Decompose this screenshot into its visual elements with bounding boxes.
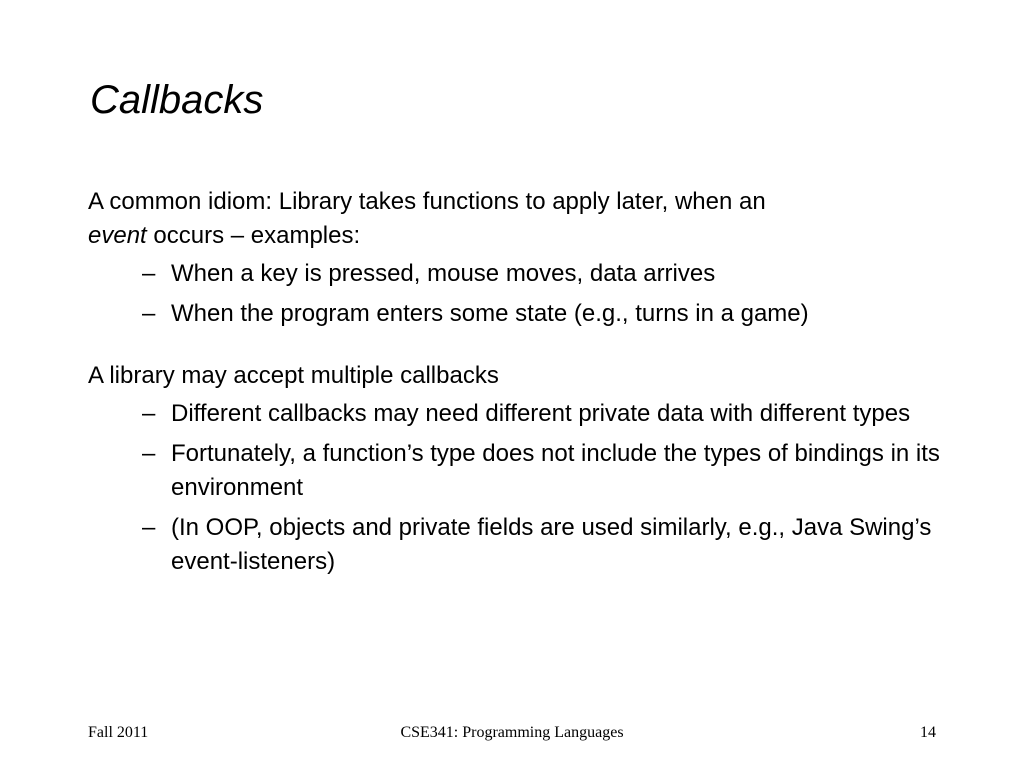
paragraph-idiom-line1: A common idiom: Library takes functions to apply later, when an: [88, 188, 766, 215]
footer-term: Fall 2011: [88, 724, 149, 741]
paragraph-idiom: [88, 185, 968, 253]
multiple-callbacks-list: [88, 397, 968, 579]
dash-bullet: –: [142, 260, 156, 287]
list-item: [88, 511, 968, 579]
dash-bullet: –: [142, 514, 156, 541]
bullet-text: When a key is pressed, mouse moves, data arrives: [171, 260, 716, 287]
list-item: [88, 257, 968, 291]
dash-bullet: –: [142, 440, 156, 467]
list-item: [88, 437, 968, 505]
dash-bullet: –: [142, 400, 156, 427]
event-term: event: [88, 222, 147, 249]
bullet-text: When the program enters some state (e.g., turns in a game): [171, 300, 809, 327]
paragraph-multiple-callbacks: A library may accept multiple callbacks: [88, 362, 499, 389]
list-item: [88, 297, 968, 331]
dash-bullet: –: [142, 300, 156, 327]
idiom-examples-list: [88, 257, 968, 331]
bullet-text: Fortunately, a function’s type does not include the types of bindings in its environment: [171, 440, 940, 501]
bullet-text: (In OOP, objects and private fields are used similarly, e.g., Java Swing’s event-listeners): [171, 514, 932, 575]
bullet-text: Different callbacks may need different private data with different types: [171, 400, 911, 427]
slide-title: Callbacks: [90, 78, 264, 122]
slide-body: [88, 185, 968, 585]
footer-course: CSE341: Programming Languages: [400, 724, 624, 741]
paragraph-idiom-line2: occurs – examples:: [146, 222, 361, 249]
list-item: [88, 397, 968, 431]
footer-page-number: 14: [920, 724, 936, 741]
